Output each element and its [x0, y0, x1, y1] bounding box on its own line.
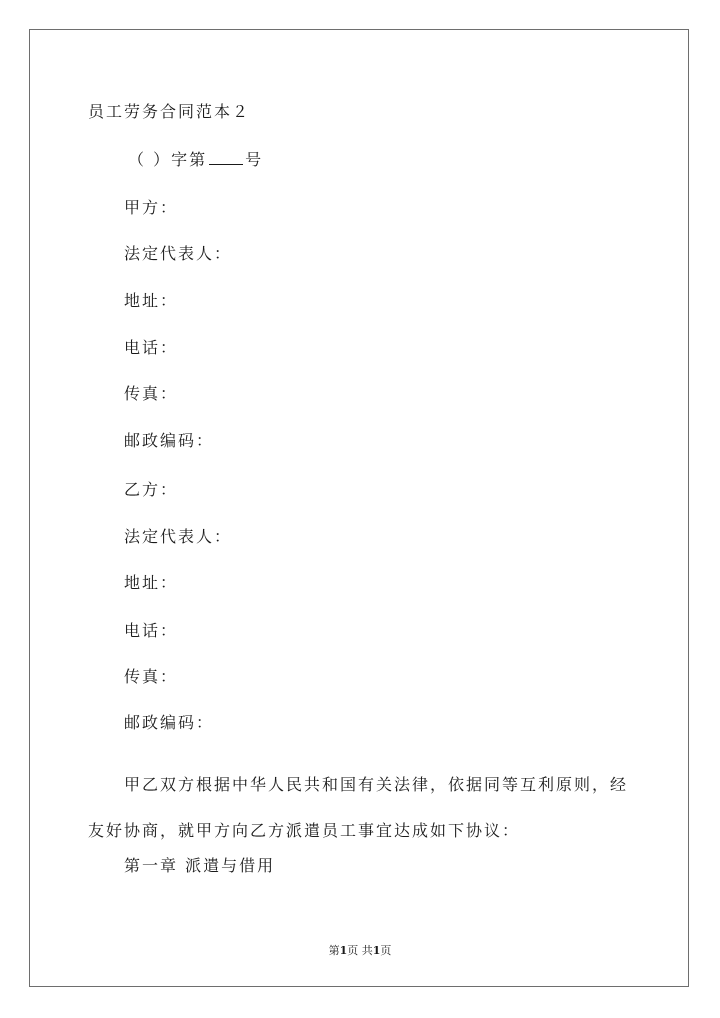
contract-number-suffix: 号 — [245, 150, 264, 169]
party-a-legal-rep: 法定代表人： — [124, 244, 233, 263]
footer-page-mid: 页 共 — [347, 944, 373, 957]
footer-page-prefix: 第 — [328, 944, 340, 957]
intro-paragraph: 甲乙双方根据中华人民共和国有关法律，依据同等互利原则，经友好协商，就甲方向乙方派遣员工事宜达成如下协议： — [88, 775, 629, 840]
party-b-label: 乙方： — [124, 480, 179, 499]
footer-page-number: 1 — [339, 944, 348, 957]
contract-number-blank — [209, 150, 243, 165]
party-a-address: 地址： — [124, 291, 179, 310]
party-a-postcode: 邮政编码： — [124, 431, 215, 450]
party-a-fax: 传真： — [124, 384, 179, 403]
party-b-postcode: 邮政编码： — [124, 713, 215, 732]
party-b-fax: 传真： — [124, 667, 179, 686]
footer-page-suffix: 页 — [380, 944, 392, 957]
contract-number-line — [128, 150, 263, 170]
footer-page-total: 1 — [372, 944, 381, 957]
party-b-legal-rep: 法定代表人： — [124, 527, 233, 546]
document-title: 员工劳务合同范本２ — [88, 102, 251, 121]
party-b-address: 地址： — [124, 573, 179, 592]
page-footer — [0, 942, 720, 958]
party-a-phone: 电话： — [124, 338, 179, 357]
chapter-1-heading: 第一章 派遣与借用 — [124, 856, 276, 875]
contract-number-prefix: （ ）字第 — [128, 150, 208, 169]
party-a-label: 甲方： — [124, 198, 179, 217]
party-b-phone: 电话： — [124, 621, 179, 640]
